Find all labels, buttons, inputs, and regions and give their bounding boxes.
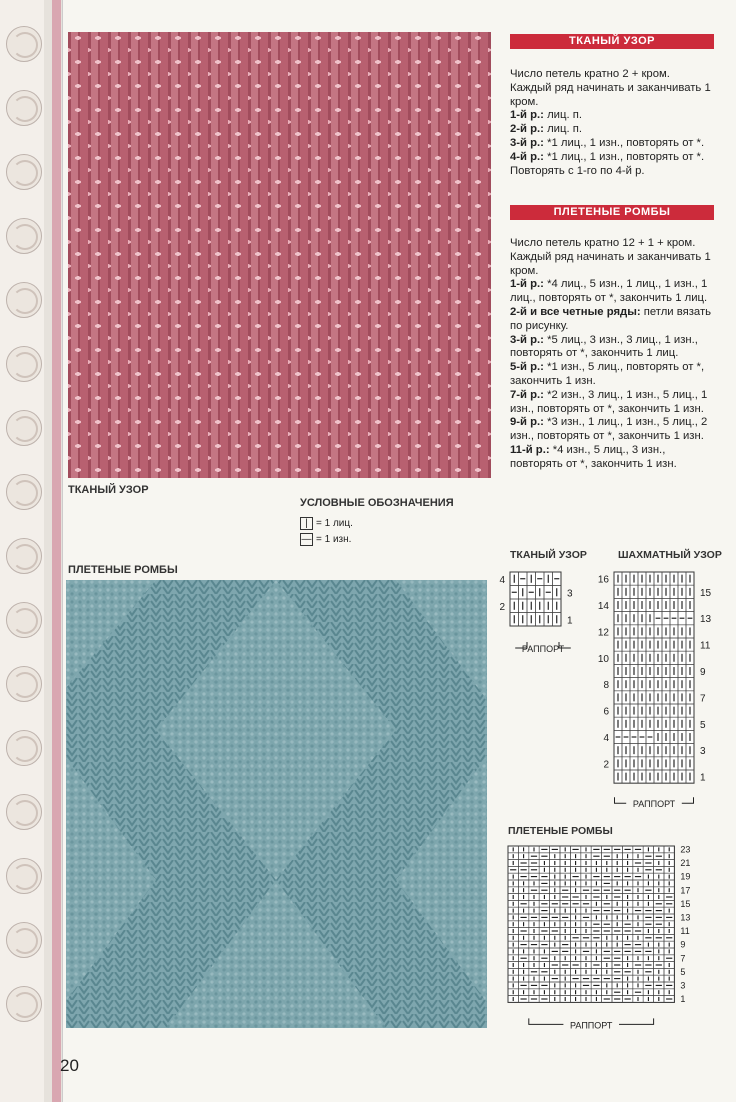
legend-item-purl	[300, 531, 480, 547]
row-number: 16	[597, 574, 609, 586]
row-instruction: 2-й р.: лиц. п.	[510, 123, 582, 136]
row-instruction: 9-й р.: *3 изн., 1 лиц., 1 изн., 5 лиц., 2 изн., повторять от *, закончить 1 изн.	[510, 416, 708, 443]
row-number: 4	[603, 732, 609, 744]
yarn-ball-icon	[6, 986, 42, 1022]
yarn-ball-icon	[6, 858, 42, 894]
legend-item-knit	[300, 515, 480, 531]
row-number: 1	[567, 615, 573, 627]
yarn-ball-icon	[6, 218, 42, 254]
row-number: 19	[680, 871, 691, 882]
yarn-ball-icon	[6, 666, 42, 702]
legend-title: УСЛОВНЫЕ ОБОЗНАЧЕНИЯ	[300, 497, 454, 509]
row-number: 4	[499, 574, 505, 586]
chart-title-shakhmatny: ШАХМАТНЫЙ УЗОР	[618, 549, 722, 561]
yarn-ball-icon	[6, 154, 42, 190]
yarn-ball-icon	[6, 282, 42, 318]
yarn-ball-icon	[6, 90, 42, 126]
pink-swatch-caption: ТКАНЫЙ УЗОР	[68, 484, 149, 496]
row-number: 2	[499, 601, 505, 613]
row-number: 1	[680, 994, 686, 1005]
shakhmatny-chart	[590, 566, 720, 814]
section-text-rombi	[510, 237, 714, 472]
yarn-ball-icon	[6, 922, 42, 958]
row-instruction: 11-й р.: *4 изн., 5 лиц., 3 изн., повторять от *, закончить 1 изн.	[510, 443, 677, 470]
pink-knit-swatch-photo	[68, 32, 491, 478]
row-number: 3	[700, 746, 706, 758]
section-title-tkany: ТКАНЫЙ УЗОР	[510, 34, 714, 49]
pattern-outro: Повторять с 1-го по 4-й р.	[510, 164, 645, 177]
yarn-ball-icon	[6, 730, 42, 766]
chart-title-tkany: ТКАНЫЙ УЗОР	[510, 549, 587, 561]
tkany-chart	[492, 566, 587, 658]
row-instruction: 1-й р.: *4 лиц., 5 изн., 1 лиц., 1 изн., 1 лиц., повторять от *, закончить 1 лиц.	[510, 278, 708, 305]
legend-text: = 1 лиц.	[316, 517, 353, 529]
legend	[300, 497, 480, 547]
section-text-tkany	[510, 68, 714, 178]
pattern-intro: Число петель кратно 12 + 1 + кром. Каждый ряд начинать и заканчивать 1 кром.	[510, 237, 711, 277]
row-number: 9	[680, 939, 686, 950]
row-number: 3	[680, 980, 686, 991]
row-number: 21	[680, 858, 691, 869]
row-number: 11	[680, 926, 690, 937]
row-number: 15	[680, 898, 691, 909]
yarn-ball-icon	[6, 794, 42, 830]
row-number: 7	[680, 953, 686, 964]
legend-text: = 1 изн.	[316, 533, 352, 545]
rombi-chart	[500, 843, 710, 1035]
row-instruction: 2-й и все четные ряды: петли вязать по рисунку.	[510, 305, 712, 332]
row-number: 1	[700, 772, 706, 784]
chart-title-rombi: ПЛЕТЕНЫЕ РОМБЫ	[508, 825, 613, 837]
row-number: 2	[603, 759, 609, 771]
row-number: 17	[680, 885, 691, 896]
row-instruction: 1-й р.: лиц. п.	[510, 109, 582, 122]
blue-swatch-caption: ПЛЕТЕНЫЕ РОМБЫ	[68, 564, 178, 576]
row-number: 9	[700, 666, 706, 678]
row-instruction: 5-й р.: *1 изн., 5 лиц., повторять от *, закончить 1 изн.	[510, 361, 705, 387]
row-number: 11	[700, 640, 711, 652]
page-number: 20	[60, 1056, 79, 1075]
decorative-side-strip	[0, 0, 63, 1102]
knit-symbol: |	[300, 517, 313, 530]
row-instruction: 3-й р.: *1 лиц., 1 изн., повторять от *.	[510, 136, 705, 149]
row-number: 8	[603, 680, 609, 692]
yarn-ball-icon	[6, 410, 42, 446]
row-number: 6	[603, 706, 609, 718]
row-number: 23	[680, 844, 691, 855]
section-title-rombi: ПЛЕТЕНЫЕ РОМБЫ	[510, 205, 714, 220]
row-number: 15	[700, 587, 712, 599]
row-number: 5	[680, 966, 686, 977]
blue-knit-swatch-photo	[66, 580, 487, 1028]
row-number: 13	[680, 912, 691, 923]
yarn-ball-icon	[6, 538, 42, 574]
repeat-label: РАППОРТ	[570, 1020, 613, 1031]
row-number: 13	[700, 614, 712, 626]
row-instruction: 4-й р.: *1 лиц., 1 изн., повторять от *.	[510, 150, 705, 163]
row-number: 5	[700, 719, 706, 731]
repeat-label: РАППОРТ	[632, 799, 676, 810]
yarn-ball-icon	[6, 474, 42, 510]
row-number: 14	[597, 600, 609, 612]
yarn-ball-icon	[6, 26, 42, 62]
repeat-label: РАППОРТ	[521, 644, 565, 654]
row-number: 10	[597, 653, 609, 665]
row-number: 3	[567, 588, 573, 600]
purl-symbol: —	[301, 533, 312, 545]
yarn-ball-icon	[6, 346, 42, 382]
yarn-ball-icon	[6, 602, 42, 638]
row-number: 7	[700, 693, 706, 705]
row-instruction: 3-й р.: *5 лиц., 3 изн., 3 лиц., 1 изн., повторять от *, закончить 1 лиц.	[510, 333, 698, 360]
row-number: 12	[597, 627, 609, 639]
pattern-intro: Число петель кратно 2 + кром. Каждый ряд начинать и заканчивать 1 кром.	[510, 68, 711, 108]
row-instruction: 7-й р.: *2 изн., 3 лиц., 1 изн., 5 лиц., 1 изн., повторять от *, закончить 1 изн.	[510, 388, 708, 415]
